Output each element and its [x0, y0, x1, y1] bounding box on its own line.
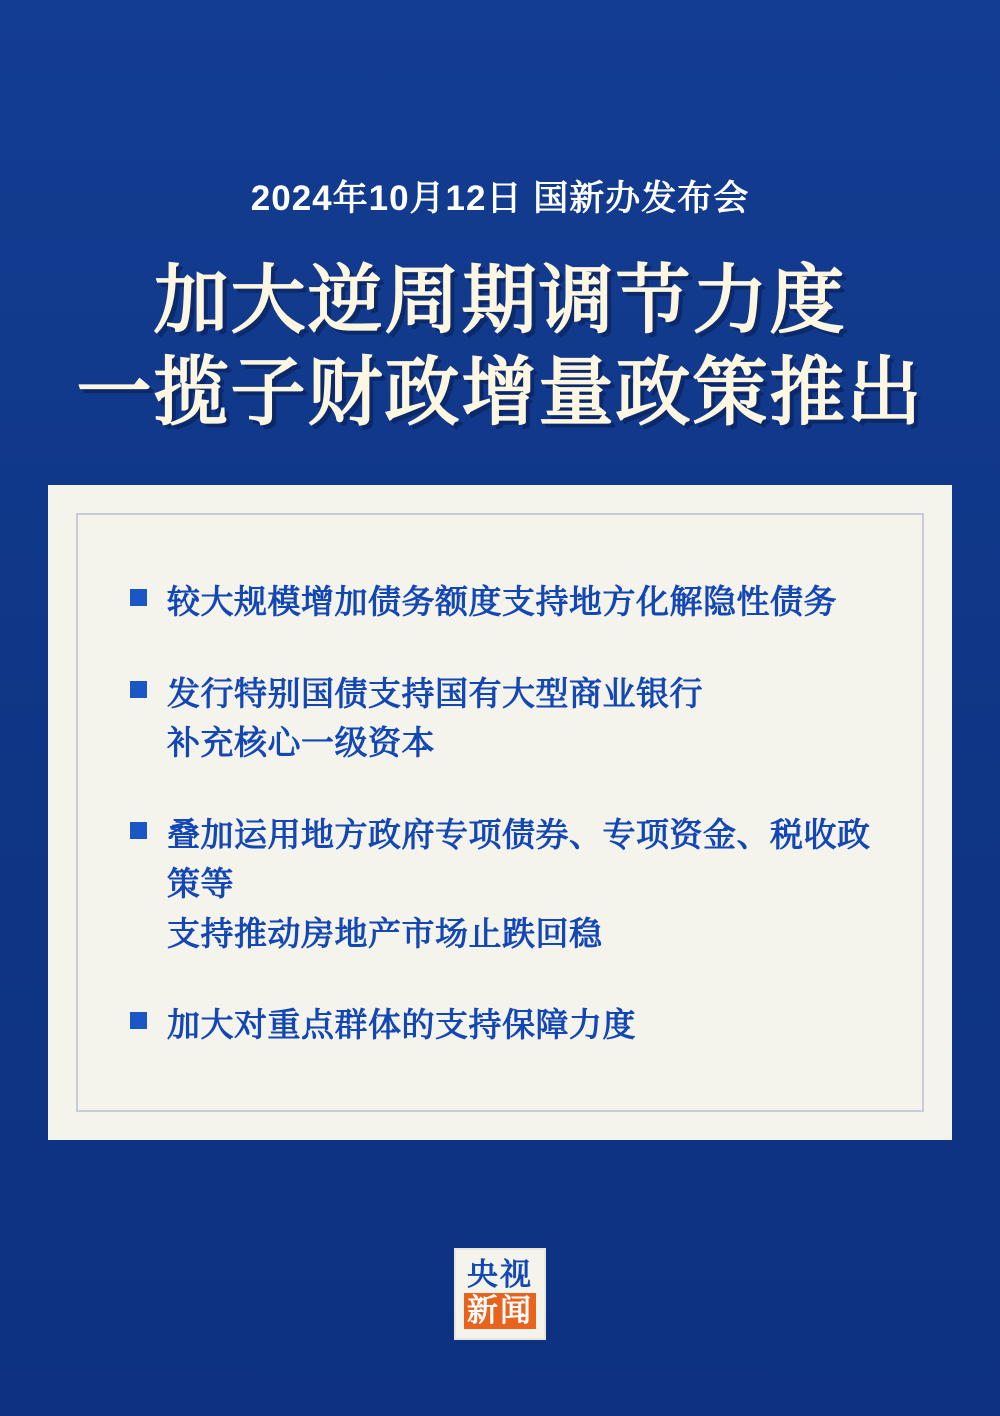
list-item-line-1: 叠加运用地方政府专项债券、专项资金、税收政策等 — [167, 815, 871, 902]
square-bullet-icon — [130, 589, 147, 606]
square-bullet-icon — [130, 1012, 147, 1029]
headline-line-1: 加大逆周期调节力度 — [153, 258, 847, 342]
list-item-line-1: 加大对重点群体的支持保障力度 — [167, 1006, 636, 1043]
list-item-text — [167, 577, 837, 627]
content-card-inner-border — [76, 513, 924, 1112]
list-item-line-2: 补充核心一级资本 — [167, 724, 435, 761]
list-item-line-1: 较大规模增加债务额度支持地方化解隐性债务 — [167, 583, 837, 620]
list-item — [130, 810, 882, 959]
logo-top-text: 央视 — [467, 1256, 533, 1292]
list-item-text — [167, 669, 703, 768]
poster-headline — [0, 255, 1000, 438]
list-item-text — [167, 1000, 636, 1050]
list-item — [130, 577, 882, 627]
list-item — [130, 669, 882, 768]
list-item-line-2: 支持推动房地产市场止跌回稳 — [167, 914, 603, 952]
policy-bullet-list — [130, 577, 882, 1050]
square-bullet-icon — [130, 822, 147, 839]
logo-bottom-text: 新闻 — [464, 1293, 536, 1329]
content-card — [48, 485, 952, 1140]
list-item-text — [167, 810, 882, 959]
headline-line-2: 一揽子财政增量政策推出 — [76, 349, 924, 434]
list-item-line-1: 发行特别国债支持国有大型商业银行 — [167, 674, 703, 712]
cctv-news-logo — [454, 1248, 546, 1340]
square-bullet-icon — [130, 681, 147, 698]
list-item — [130, 1000, 882, 1050]
poster-eyebrow: 2024年10月12日 国新办发布会 — [250, 179, 750, 218]
